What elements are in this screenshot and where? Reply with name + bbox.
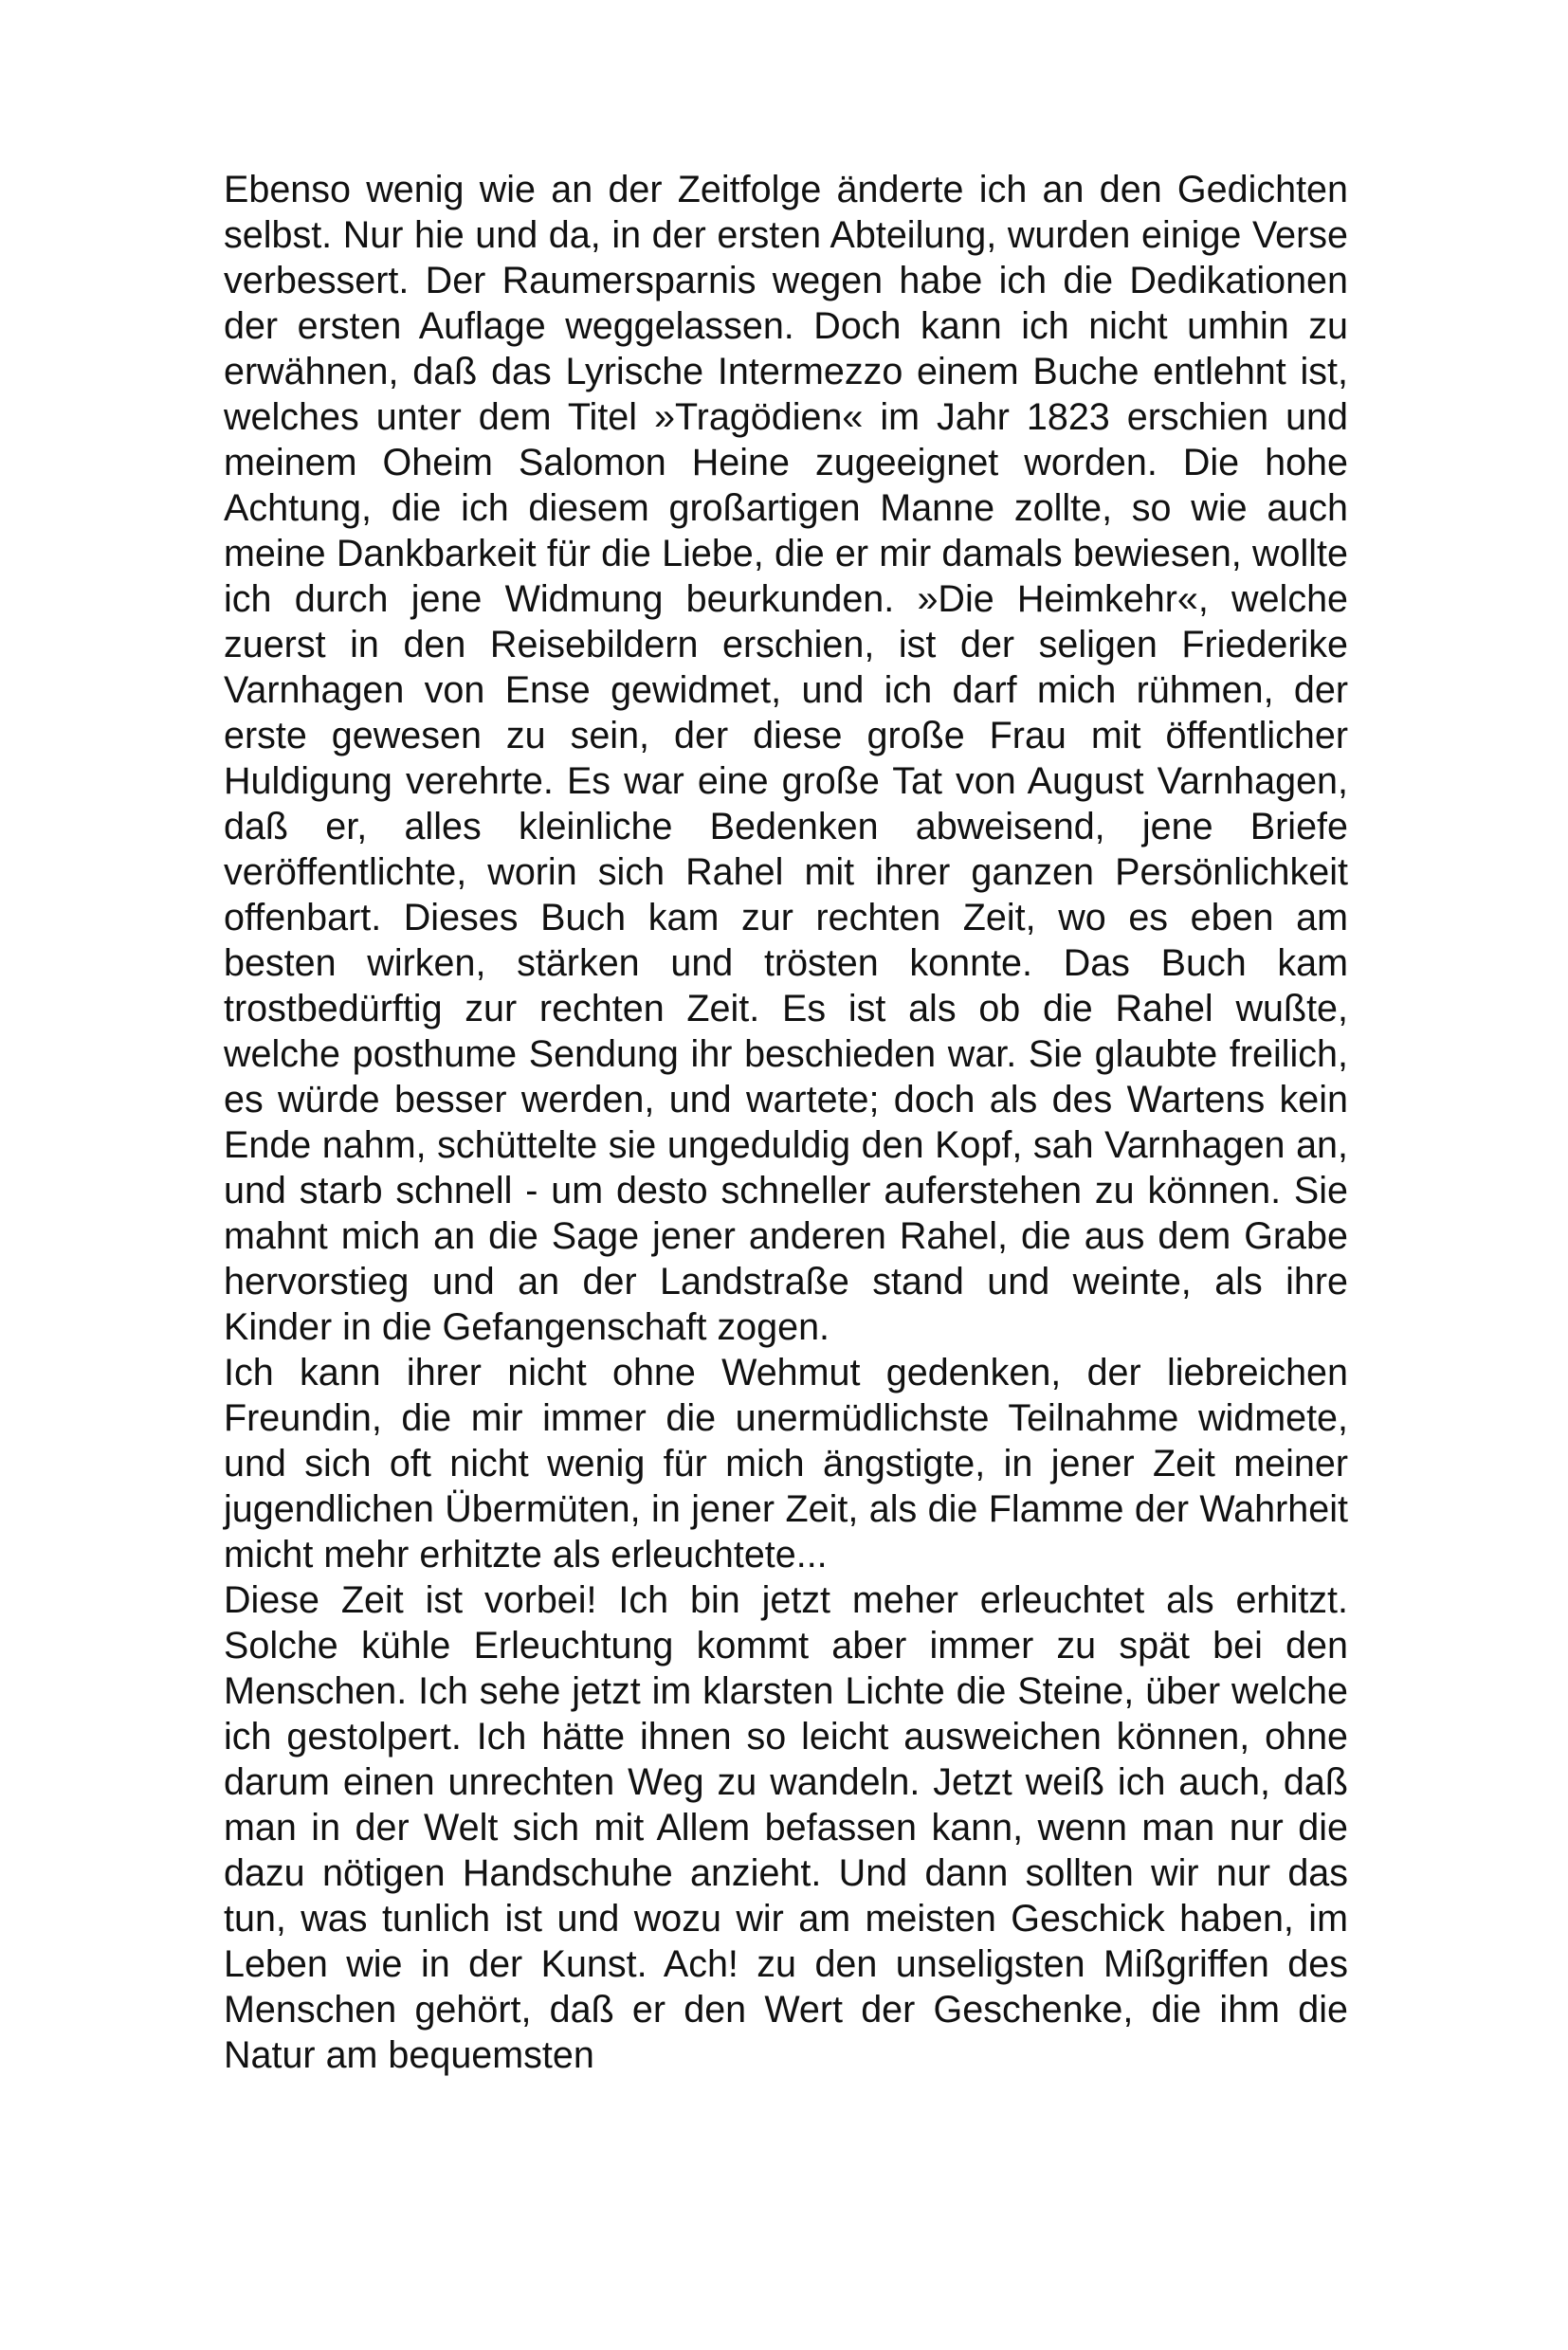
body-text	[224, 167, 1348, 2078]
paragraph-1: Ebenso wenig wie an der Zeitfolge änderte ich an den Gedichten selbst. Nur hie und da, in der ersten Abteilung, wurden einige Verse verbessert. Der Raumersparnis wegen habe ich die Dedikationen der ersten Auflage weggelassen. Doch kann ich nicht umhin zu erwähnen, daß das Lyrische Intermezzo einem Buche entlehnt ist, welches unter dem Titel »Tragödien« im Jahr 1823 erschien und meinem Oheim Salomon Heine zugeeignet worden. Die hohe Achtung, die ich diesem großartigen Manne zollte, so wie auch meine Dankbarkeit für die Liebe, die er mir damals bewiesen, wollte ich durch jene Widmung beurkunden. »Die Heimkehr«, welche zuerst in den Reisebildern erschien, ist der seligen Friederike Varnhagen von Ense gewidmet, und ich darf mich rühmen, der erste gewesen zu sein, der diese große Frau mit öffentlicher Huldigung verehrte. Es war eine große Tat von August Varnhagen, daß er, alles kleinliche Bedenken abweisend, jene Briefe veröffentlichte, worin sich Rahel mit ihrer ganzen Persönlichkeit offenbart. Dieses Buch kam zur rechten Zeit, wo es eben am besten wirken, stärken und trösten konnte. Das Buch kam trostbedürftig zur rechten Zeit. Es ist als ob die Rahel wußte, welche posthume Sendung ihr beschieden war. Sie glaubte freilich, es würde besser werden, und wartete; doch als des Wartens kein Ende nahm, schüttelte sie ungeduldig den Kopf, sah Varnhagen an, und starb schnell - um desto schneller auferstehen zu können. Sie mahnt mich an die Sage jener anderen Rahel, die aus dem Grabe hervorstieg und an der Landstraße stand und weinte, als ihre Kinder in die Gefangenschaft zogen.	[224, 169, 1348, 1348]
paragraph-3: Diese Zeit ist vorbei! Ich bin jetzt meher erleuchtet als erhitzt. Solche kühle Erleuchtung kommt aber immer zu spät bei den Menschen. Ich sehe jetzt im klarsten Lichte die Steine, über welche ich gestolpert. Ich hätte ihnen so leicht ausweichen können, ohne darum einen unrechten Weg zu wandeln. Jetzt weiß ich auch, daß man in der Welt sich mit Allem befassen kann, wenn man nur die dazu nötigen Handschuhe anzieht. Und dann sollten wir nur das tun, was tunlich ist und wozu wir am meisten Geschick haben, im Leben wie in der Kunst. Ach! zu den unseligsten Mißgriffen des Menschen gehört, daß er den Wert der Geschenke, die ihm die Natur am bequemsten	[224, 1579, 1348, 2076]
paragraph-2: Ich kann ihrer nicht ohne Wehmut gedenken, der liebreichen Freundin, die mir immer die unermüdlichste Teilnahme widmete, und sich oft nicht wenig für mich ängstigte, in jener Zeit meiner jugendlichen Übermüten, in jener Zeit, als die Flamme der Wahrheit micht mehr erhitzte als erleuchtete...	[224, 1352, 1348, 1576]
